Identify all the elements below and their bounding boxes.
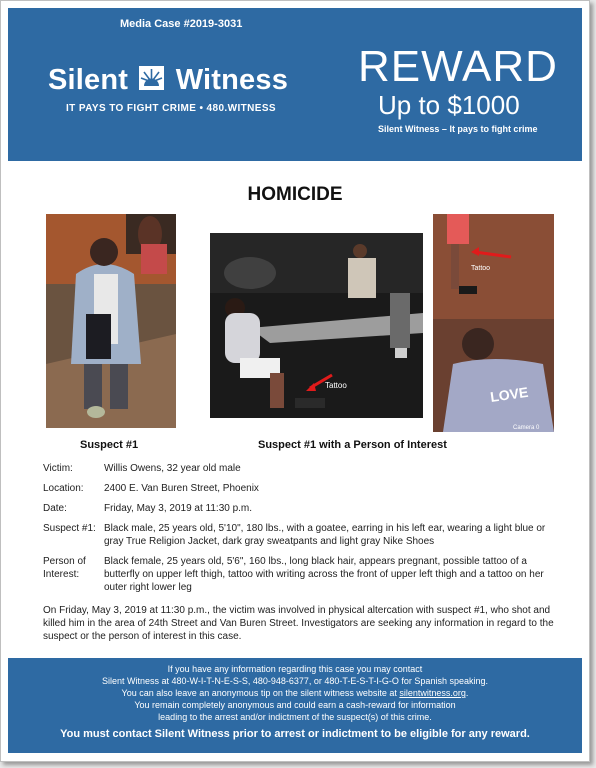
detail-row-location xyxy=(43,482,563,495)
case-narrative: On Friday, May 3, 2019 at 11:30 p.m., the victim was involved in physical altercation with suspect #1, who shot and killed him in the area of 24th Street and Van Buren Street. Investigators are seeking any information in regard to the suspect or the person of interest in this case. xyxy=(43,605,554,642)
footer-line-5: leading to the arrest and/or indictment of the suspect(s) of this crime. xyxy=(158,712,432,722)
suspect-photo xyxy=(46,214,176,428)
composite-photo xyxy=(433,214,554,432)
logo-tagline: IT PAYS TO FIGHT CRIME • 480.WITNESS xyxy=(66,103,276,114)
tattoo-label-2: Tattoo xyxy=(471,265,491,272)
shirt-text: LOVE xyxy=(489,383,530,405)
footer-line-3-text: You can also leave an anonymous tip on the silent witness website at xyxy=(121,688,400,698)
detail-label: Location: xyxy=(43,483,84,494)
case-details xyxy=(43,462,563,601)
reward-subtitle: Silent Witness – It pays to fight crime xyxy=(378,124,538,134)
detail-row-suspect xyxy=(43,522,563,548)
footer-line-4: You remain completely anonymous and could earn a cash-reward for information xyxy=(134,700,456,710)
footer-banner xyxy=(8,658,582,753)
logo-word-left: Silent xyxy=(48,64,129,96)
footer-line-3 xyxy=(8,687,582,699)
logo-word-right: Witness xyxy=(175,64,289,96)
reward-heading: REWARD xyxy=(358,42,558,91)
camera-label: Camera 0 xyxy=(513,425,540,431)
sun-emblem-icon xyxy=(138,65,165,91)
detail-value: Black male, 25 years old, 5'10", 180 lbs., with a goatee, earring in his left ear, wearing a light blue or gray True Religion Jacket, dark gray sweatpants and light gray Nike Shoes xyxy=(104,523,546,547)
footer-final-note: You must contact Silent Witness prior to arrest or indictment to be eligible for any reward. xyxy=(60,728,530,740)
silent-witness-logo xyxy=(48,64,288,97)
detail-label: Victim: xyxy=(43,463,73,474)
detail-label: Date: xyxy=(43,503,67,514)
detail-row-person-of-interest xyxy=(43,555,563,594)
footer-line-3-end: . xyxy=(465,688,469,698)
reward-amount: Up to $1000 xyxy=(378,90,520,120)
footer-line-2: Silent Witness at 480-W-I-T-N-E-S-S, 480-948-6377, or 480-T-E-S-T-I-G-O for Spanish speaking. xyxy=(102,676,488,686)
caption-suspect: Suspect #1 xyxy=(80,439,139,451)
media-case-number: Media Case #2019-3031 xyxy=(120,18,243,30)
header-banner xyxy=(8,8,582,161)
detail-value: Black female, 25 years old, 5'6", 160 lbs., long black hair, appears pregnant, possible tattoo of a butterfly on upper left thigh, tattoo with writing across the front of upper left thigh and a tattoo on her outer right lower leg xyxy=(104,556,544,593)
website-link[interactable]: silentwitness.org xyxy=(399,688,466,698)
detail-value: Willis Owens, 32 year old male xyxy=(104,463,241,474)
tattoo-label: Tattoo xyxy=(325,381,347,390)
caption-person-of-interest: Suspect #1 with a Person of Interest xyxy=(258,439,447,451)
detail-label: Person of Interest: xyxy=(43,556,86,580)
person-of-interest-photo xyxy=(210,233,423,418)
detail-value: Friday, May 3, 2019 at 11:30 p.m. xyxy=(104,503,253,514)
detail-label: Suspect #1: xyxy=(43,523,96,534)
detail-value: 2400 E. Van Buren Street, Phoenix xyxy=(104,483,259,494)
footer-line-1: If you have any information regarding this case you may contact xyxy=(167,664,423,674)
page-title: HOMICIDE xyxy=(247,184,343,205)
detail-row-victim xyxy=(43,462,563,475)
detail-row-date xyxy=(43,502,563,515)
